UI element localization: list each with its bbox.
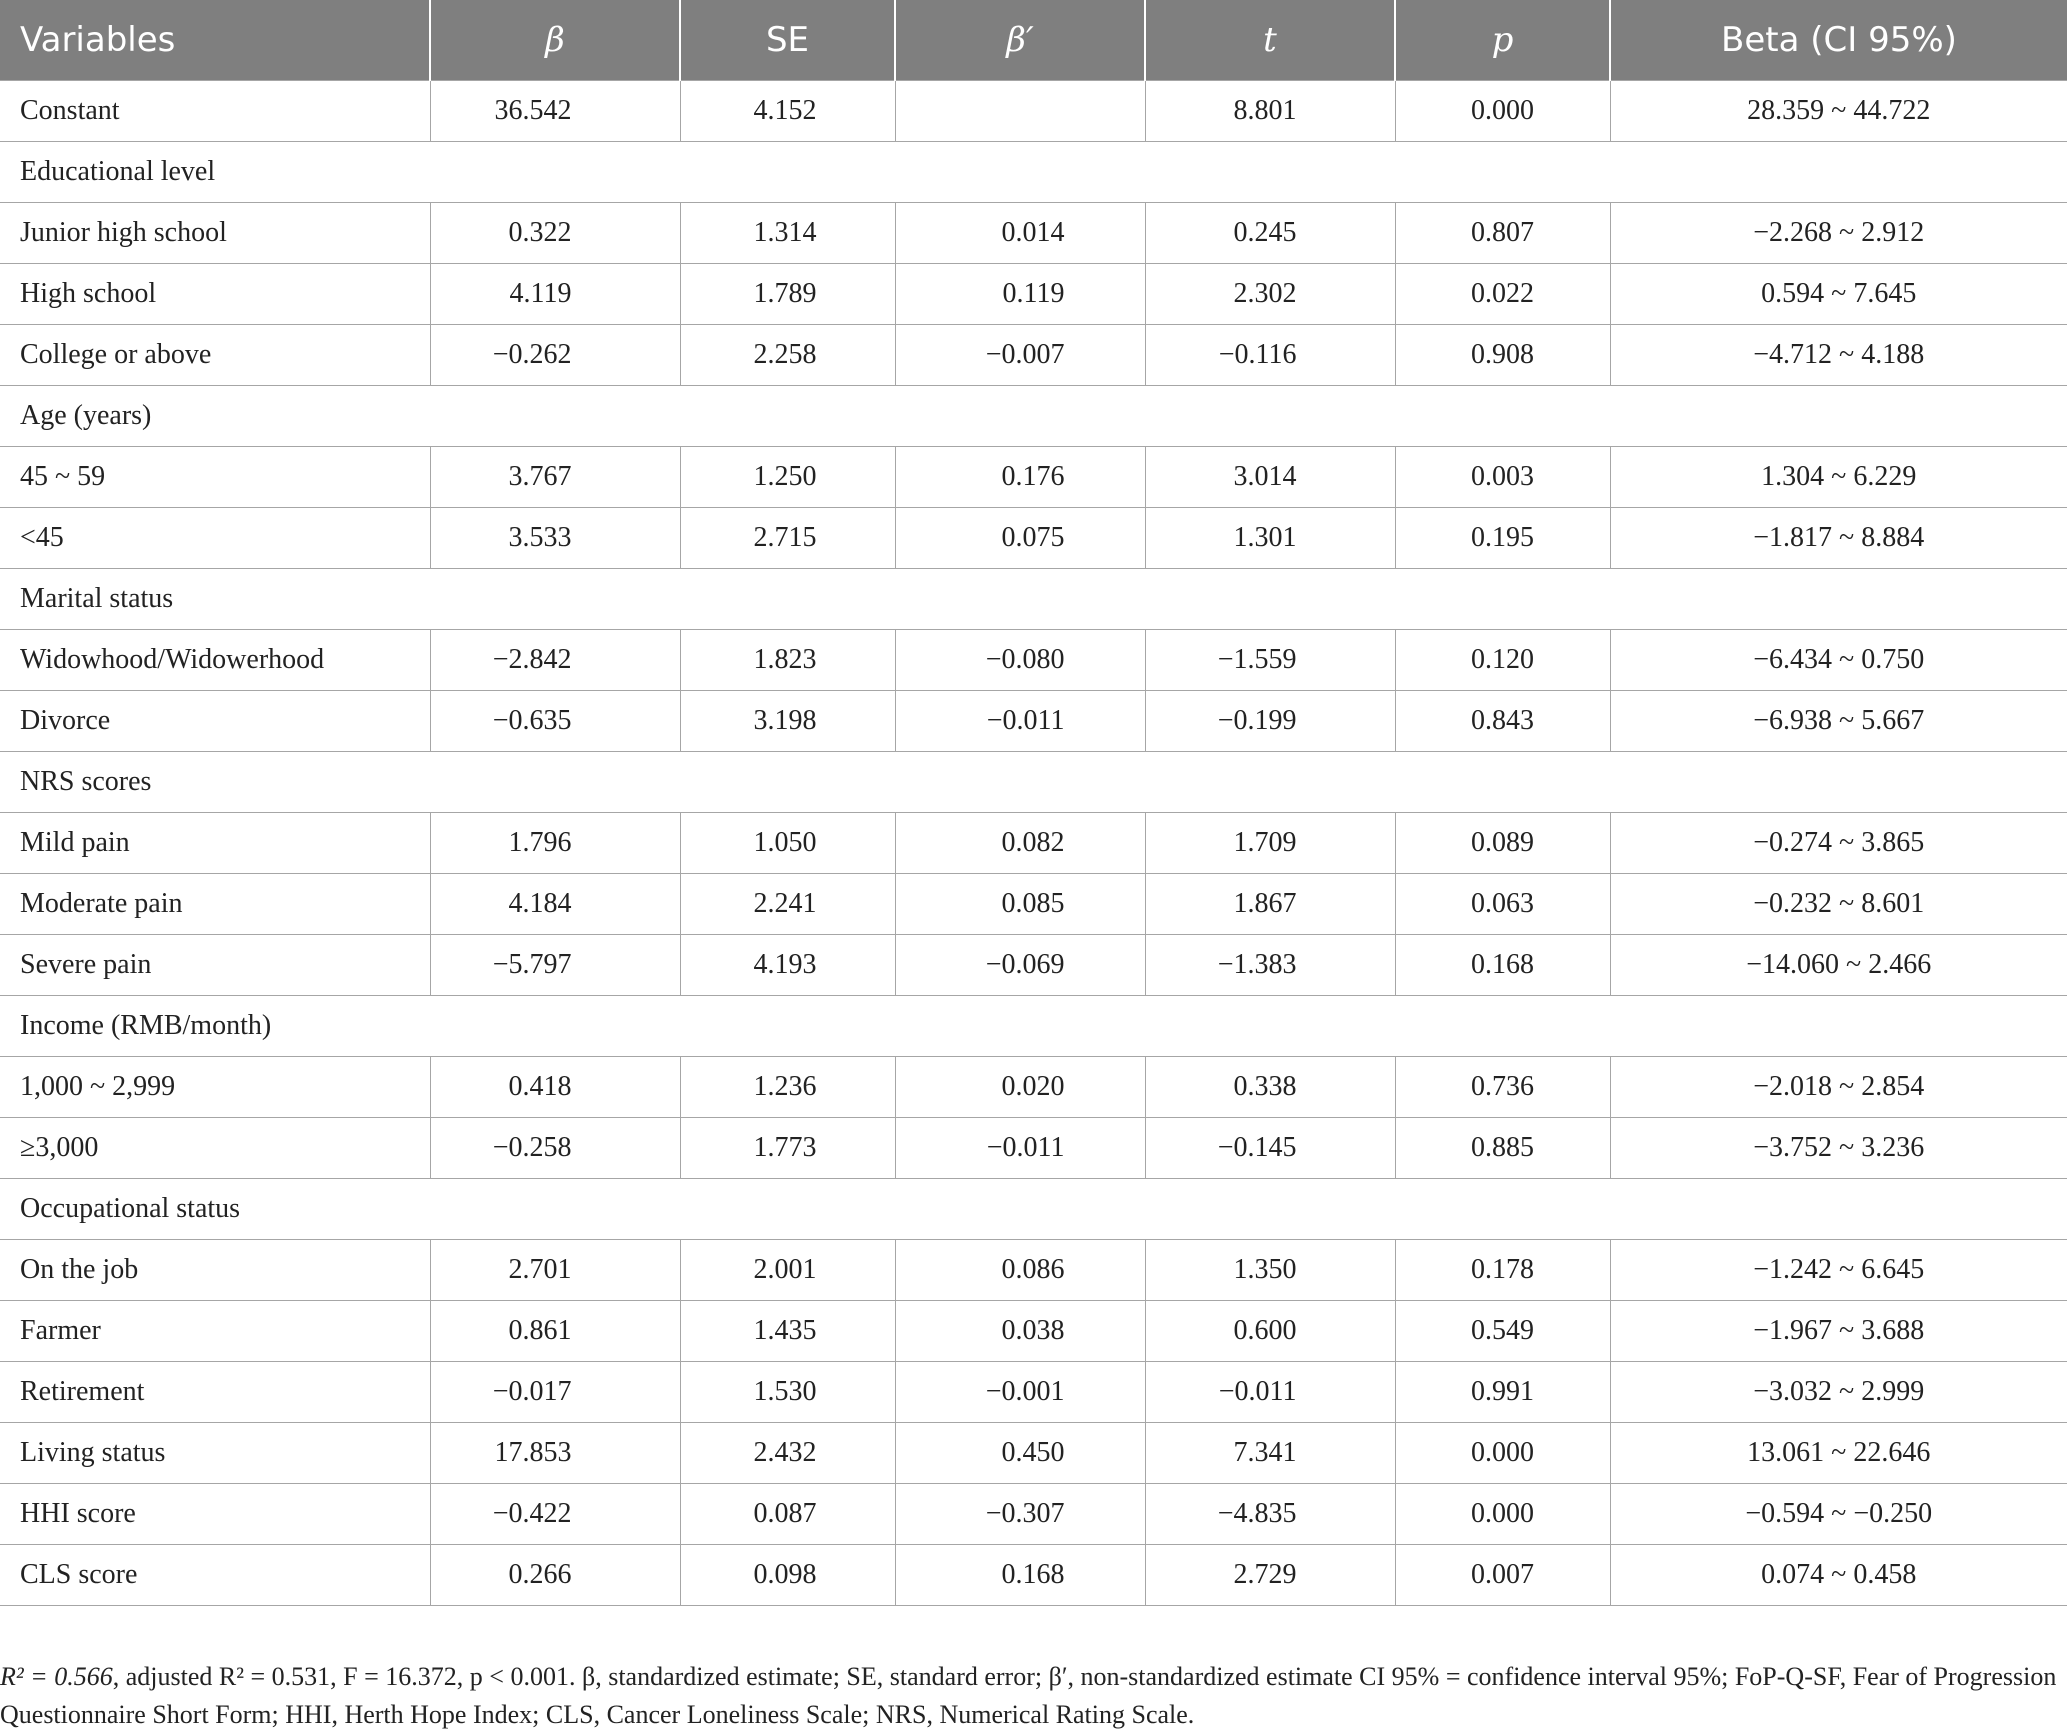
value-cell: 2.701: [430, 1240, 680, 1301]
value-cell: 0.807: [1395, 203, 1610, 264]
variable-cell: HHI score: [0, 1484, 430, 1545]
value-cell: −0.258: [430, 1118, 680, 1179]
table-row: [0, 1423, 2067, 1484]
value-cell: 7.341: [1145, 1423, 1395, 1484]
value-cell: 0.322: [430, 203, 680, 264]
value-cell: 1.314: [680, 203, 895, 264]
value-cell: 2.715: [680, 508, 895, 569]
value-cell: −2.268 ~ 2.912: [1610, 203, 2067, 264]
value-cell: 8.801: [1145, 81, 1395, 142]
table-row: [0, 691, 2067, 752]
variable-cell: Constant: [0, 81, 430, 142]
value-cell: 0.168: [895, 1545, 1145, 1606]
value-cell: 0.014: [895, 203, 1145, 264]
value-cell: −1.967 ~ 3.688: [1610, 1301, 2067, 1362]
value-cell: 1.530: [680, 1362, 895, 1423]
value-cell: 0.178: [1395, 1240, 1610, 1301]
value-cell: 0.086: [895, 1240, 1145, 1301]
value-cell: −0.116: [1145, 325, 1395, 386]
value-cell: −0.635: [430, 691, 680, 752]
variable-cell: <45: [0, 508, 430, 569]
value-cell: −6.938 ~ 5.667: [1610, 691, 2067, 752]
value-cell: 1.304 ~ 6.229: [1610, 447, 2067, 508]
value-cell: [895, 81, 1145, 142]
value-cell: −0.145: [1145, 1118, 1395, 1179]
value-cell: 4.193: [680, 935, 895, 996]
value-cell: 0.450: [895, 1423, 1145, 1484]
value-cell: −14.060 ~ 2.466: [1610, 935, 2067, 996]
group-label: NRS scores: [0, 752, 2067, 813]
value-cell: −0.594 ~ −0.250: [1610, 1484, 2067, 1545]
variable-cell: Living status: [0, 1423, 430, 1484]
table-row: [0, 203, 2067, 264]
value-cell: 2.302: [1145, 264, 1395, 325]
variable-cell: Moderate pain: [0, 874, 430, 935]
value-cell: 1.236: [680, 1057, 895, 1118]
table-row: [0, 630, 2067, 691]
value-cell: 0.338: [1145, 1057, 1395, 1118]
value-cell: −0.307: [895, 1484, 1145, 1545]
value-cell: 3.014: [1145, 447, 1395, 508]
value-cell: 0.600: [1145, 1301, 1395, 1362]
variable-cell: Retirement: [0, 1362, 430, 1423]
value-cell: 0.266: [430, 1545, 680, 1606]
value-cell: 0.861: [430, 1301, 680, 1362]
value-cell: 1.789: [680, 264, 895, 325]
table-header: [0, 0, 2067, 81]
value-cell: 1.050: [680, 813, 895, 874]
table-row: [0, 1240, 2067, 1301]
value-cell: 1.796: [430, 813, 680, 874]
value-cell: −4.835: [1145, 1484, 1395, 1545]
value-cell: −3.752 ~ 3.236: [1610, 1118, 2067, 1179]
value-cell: 1.301: [1145, 508, 1395, 569]
value-cell: −6.434 ~ 0.750: [1610, 630, 2067, 691]
table-row: [0, 935, 2067, 996]
value-cell: 0.594 ~ 7.645: [1610, 264, 2067, 325]
value-cell: −5.797: [430, 935, 680, 996]
value-cell: 2.001: [680, 1240, 895, 1301]
value-cell: 3.767: [430, 447, 680, 508]
group-header-row: [0, 386, 2067, 447]
group-label: Income (RMB/month): [0, 996, 2067, 1057]
value-cell: −0.262: [430, 325, 680, 386]
value-cell: 0.082: [895, 813, 1145, 874]
value-cell: 2.241: [680, 874, 895, 935]
value-cell: 2.729: [1145, 1545, 1395, 1606]
value-cell: −1.242 ~ 6.645: [1610, 1240, 2067, 1301]
value-cell: 0.020: [895, 1057, 1145, 1118]
value-cell: −0.001: [895, 1362, 1145, 1423]
value-cell: 0.120: [1395, 630, 1610, 691]
footnote-r2: R² = 0.566: [0, 1662, 113, 1691]
group-label: Age (years): [0, 386, 2067, 447]
value-cell: 2.258: [680, 325, 895, 386]
value-cell: −0.274 ~ 3.865: [1610, 813, 2067, 874]
group-label: Educational level: [0, 142, 2067, 203]
table-row: [0, 447, 2067, 508]
value-cell: 1.250: [680, 447, 895, 508]
value-cell: −1.817 ~ 8.884: [1610, 508, 2067, 569]
variable-cell: On the job: [0, 1240, 430, 1301]
table-row: [0, 1362, 2067, 1423]
value-cell: 0.418: [430, 1057, 680, 1118]
value-cell: 0.000: [1395, 1484, 1610, 1545]
table-row: [0, 1301, 2067, 1362]
header-beta: β: [430, 0, 680, 81]
value-cell: 0.074 ~ 0.458: [1610, 1545, 2067, 1606]
table-row: [0, 81, 2067, 142]
value-cell: 0.003: [1395, 447, 1610, 508]
variable-cell: Severe pain: [0, 935, 430, 996]
table-row: [0, 1057, 2067, 1118]
value-cell: 0.089: [1395, 813, 1610, 874]
header-ci: Beta (CI 95%): [1610, 0, 2067, 81]
value-cell: 1.773: [680, 1118, 895, 1179]
header-t: t: [1145, 0, 1395, 81]
value-cell: −0.011: [895, 1118, 1145, 1179]
table-row: [0, 264, 2067, 325]
variable-cell: Junior high school: [0, 203, 430, 264]
value-cell: −0.011: [895, 691, 1145, 752]
variable-cell: College or above: [0, 325, 430, 386]
value-cell: 2.432: [680, 1423, 895, 1484]
value-cell: −0.017: [430, 1362, 680, 1423]
variable-cell: Widowhood/Widowerhood: [0, 630, 430, 691]
value-cell: 0.038: [895, 1301, 1145, 1362]
group-label: Marital status: [0, 569, 2067, 630]
value-cell: 0.000: [1395, 81, 1610, 142]
value-cell: 3.198: [680, 691, 895, 752]
value-cell: 0.245: [1145, 203, 1395, 264]
value-cell: −0.069: [895, 935, 1145, 996]
value-cell: −2.842: [430, 630, 680, 691]
value-cell: 4.119: [430, 264, 680, 325]
value-cell: −2.018 ~ 2.854: [1610, 1057, 2067, 1118]
value-cell: 36.542: [430, 81, 680, 142]
value-cell: 0.736: [1395, 1057, 1610, 1118]
value-cell: 3.533: [430, 508, 680, 569]
value-cell: 0.007: [1395, 1545, 1610, 1606]
value-cell: 0.087: [680, 1484, 895, 1545]
value-cell: 1.823: [680, 630, 895, 691]
header-se: SE: [680, 0, 895, 81]
value-cell: −1.383: [1145, 935, 1395, 996]
table-row: [0, 874, 2067, 935]
variable-cell: Divorce: [0, 691, 430, 752]
table-row: [0, 1484, 2067, 1545]
footnote-text: , adjusted R² = 0.531, F = 16.372, p < 0.001. β, standardized estimate; SE, standard error; β′, non-standardized estimate CI 95% = confidence interval 95%; FoP-Q-SF, Fear of Progression Questionnaire Short Form; HHI, Herth Hope Index; CLS, Cancer Loneliness Scale; NRS, Numerical Rating Scale.: [0, 1662, 2057, 1729]
group-header-row: [0, 996, 2067, 1057]
table-footnote: [0, 1658, 2060, 1734]
value-cell: 0.075: [895, 508, 1145, 569]
value-cell: −1.559: [1145, 630, 1395, 691]
group-header-row: [0, 1179, 2067, 1240]
value-cell: 0.885: [1395, 1118, 1610, 1179]
value-cell: −0.007: [895, 325, 1145, 386]
value-cell: 0.549: [1395, 1301, 1610, 1362]
value-cell: −0.422: [430, 1484, 680, 1545]
value-cell: 13.061 ~ 22.646: [1610, 1423, 2067, 1484]
value-cell: 0.085: [895, 874, 1145, 935]
value-cell: −0.199: [1145, 691, 1395, 752]
variable-cell: High school: [0, 264, 430, 325]
value-cell: 0.843: [1395, 691, 1610, 752]
header-variables: Variables: [0, 0, 430, 81]
group-label: Occupational status: [0, 1179, 2067, 1240]
value-cell: 17.853: [430, 1423, 680, 1484]
group-header-row: [0, 142, 2067, 203]
value-cell: −0.011: [1145, 1362, 1395, 1423]
header-beta-prime: β′: [895, 0, 1145, 81]
variable-cell: CLS score: [0, 1545, 430, 1606]
variable-cell: 1,000 ~ 2,999: [0, 1057, 430, 1118]
value-cell: 4.152: [680, 81, 895, 142]
table-row: [0, 508, 2067, 569]
value-cell: 4.184: [430, 874, 680, 935]
value-cell: −4.712 ~ 4.188: [1610, 325, 2067, 386]
value-cell: 1.709: [1145, 813, 1395, 874]
table-row: [0, 1118, 2067, 1179]
variable-cell: 45 ~ 59: [0, 447, 430, 508]
value-cell: 0.063: [1395, 874, 1610, 935]
value-cell: −0.080: [895, 630, 1145, 691]
header-p: p: [1395, 0, 1610, 81]
variable-cell: Mild pain: [0, 813, 430, 874]
table-row: [0, 1545, 2067, 1606]
value-cell: 1.867: [1145, 874, 1395, 935]
value-cell: 0.022: [1395, 264, 1610, 325]
value-cell: −0.232 ~ 8.601: [1610, 874, 2067, 935]
table-row: [0, 813, 2067, 874]
value-cell: 0.168: [1395, 935, 1610, 996]
value-cell: −3.032 ~ 2.999: [1610, 1362, 2067, 1423]
value-cell: 0.000: [1395, 1423, 1610, 1484]
group-header-row: [0, 569, 2067, 630]
variable-cell: Farmer: [0, 1301, 430, 1362]
variable-cell: ≥3,000: [0, 1118, 430, 1179]
value-cell: 0.098: [680, 1545, 895, 1606]
value-cell: 1.350: [1145, 1240, 1395, 1301]
table-body: [0, 81, 2067, 1606]
value-cell: 0.991: [1395, 1362, 1610, 1423]
table-row: [0, 325, 2067, 386]
group-header-row: [0, 752, 2067, 813]
value-cell: 0.119: [895, 264, 1145, 325]
value-cell: 1.435: [680, 1301, 895, 1362]
value-cell: 0.176: [895, 447, 1145, 508]
value-cell: 0.908: [1395, 325, 1610, 386]
value-cell: 28.359 ~ 44.722: [1610, 81, 2067, 142]
value-cell: 0.195: [1395, 508, 1610, 569]
